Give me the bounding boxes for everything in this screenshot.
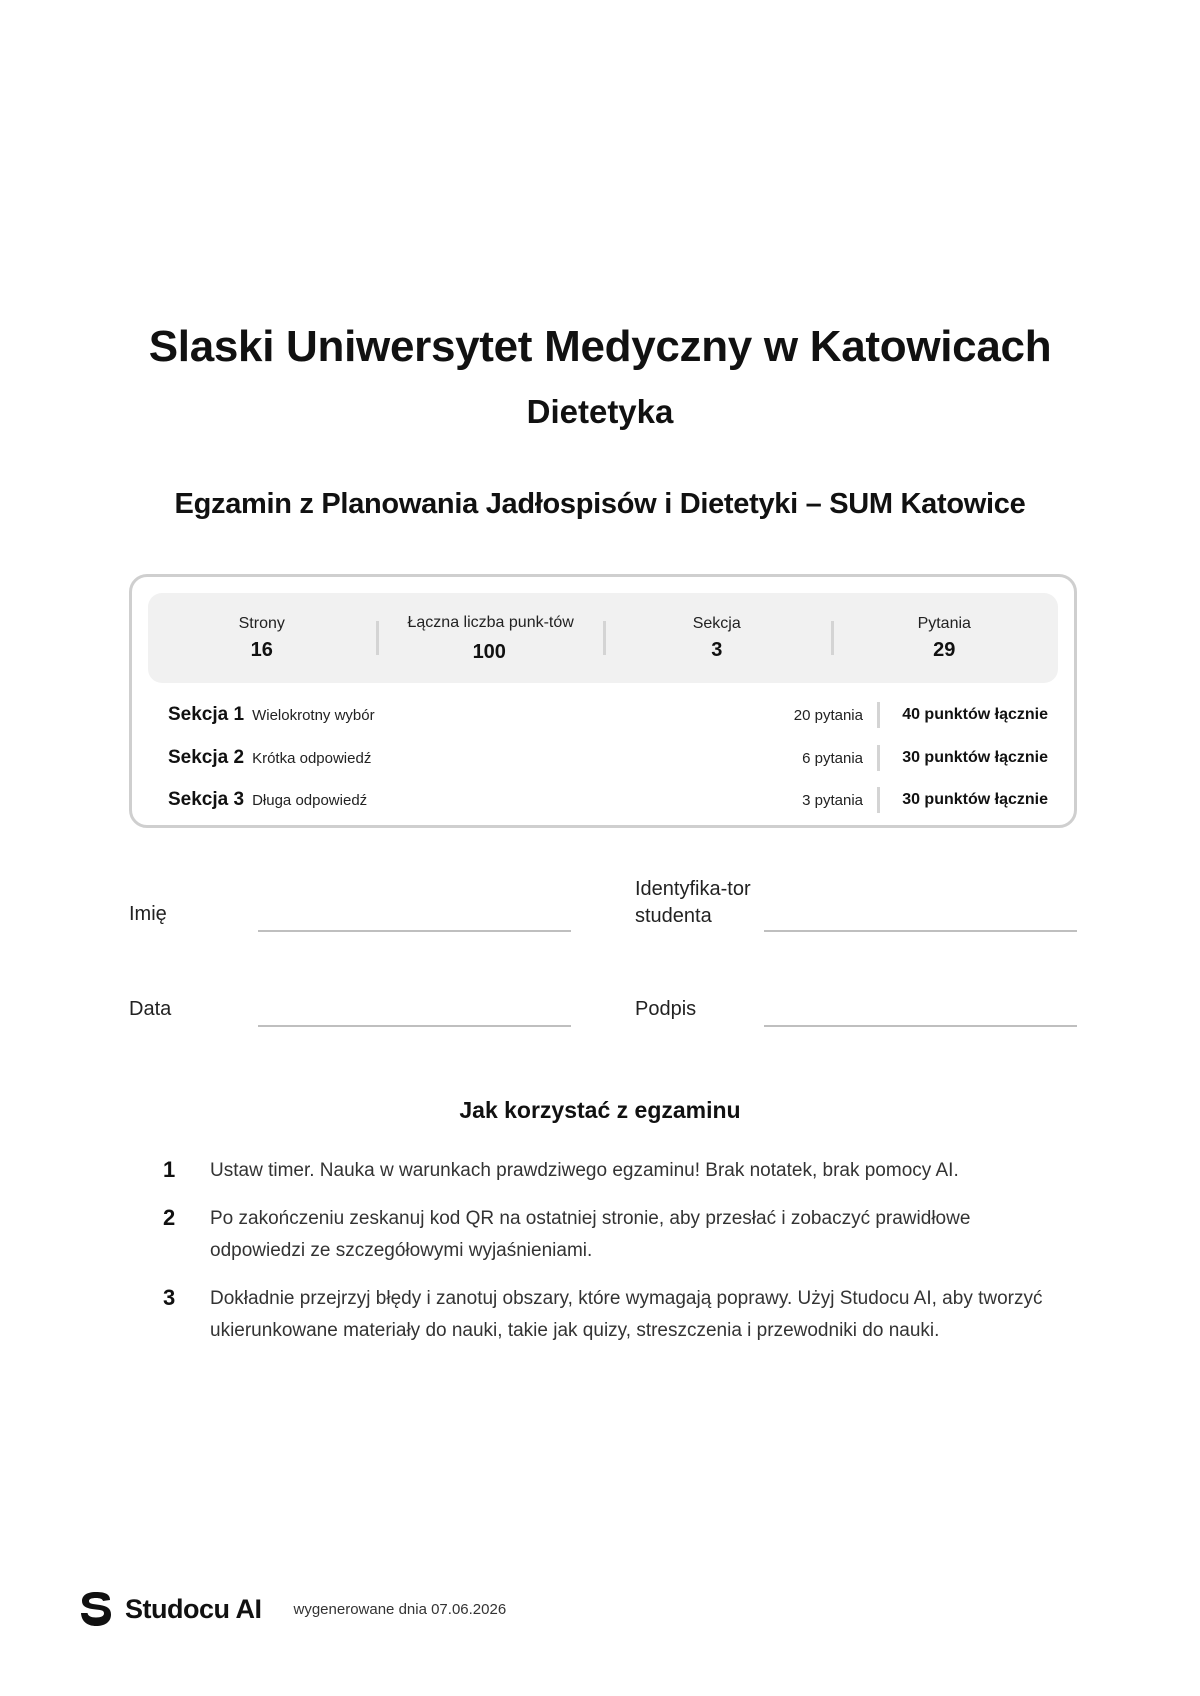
section-type: Wielokrotny wybór	[252, 706, 375, 724]
section-type: Krótka odpowiedź	[252, 749, 372, 767]
section-question-count: 6 pytania	[802, 749, 863, 767]
step-number: 2	[163, 1205, 176, 1230]
instructions-title: Jak korzystać z egzaminu	[459, 1097, 741, 1123]
generated-date: wygenerowane dnia 07.06.2026	[293, 1600, 507, 1618]
name-field-line[interactable]	[258, 930, 571, 932]
stat-questions-label: Pytania	[917, 614, 971, 632]
step-text: Ustaw timer. Nauka w warunkach prawdziwego egzaminu! Brak notatek, brak pomocy AI.	[210, 1160, 959, 1181]
section-row	[168, 785, 1048, 815]
step-number: 3	[163, 1285, 176, 1310]
brand-name: Studocu AI	[125, 1593, 262, 1624]
section-name: Sekcja 3	[168, 789, 245, 810]
stat-pages-label: Strony	[238, 614, 285, 632]
stat-questions	[831, 593, 1059, 683]
stat-sections	[603, 593, 831, 683]
instruction-step	[163, 1203, 1063, 1267]
exam-summary-card	[129, 574, 1077, 828]
stat-pages	[148, 593, 376, 683]
section-row	[168, 700, 1048, 730]
step-text: Dokładnie przejrzyj błędy i zanotuj obszary, które wymagają poprawy. Użyj Studocu AI, aby tworzyć ukierunkowane materiały do nauki, takie jak quizy, streszczenia i przewodniki do nauki.	[210, 1288, 1043, 1341]
stat-sections-value: 3	[711, 638, 723, 661]
step-number: 1	[163, 1157, 176, 1182]
instruction-step	[163, 1283, 1063, 1347]
section-question-count: 20 pytania	[793, 706, 863, 724]
signature-label: Podpis	[635, 998, 697, 1020]
date-field-line[interactable]	[258, 1025, 571, 1027]
instruction-step	[163, 1155, 1063, 1187]
faculty-title: Dietetyka	[526, 393, 674, 430]
stat-total-points	[376, 593, 604, 683]
section-points: 30 punktów łącznie	[902, 749, 1048, 766]
date-label: Data	[129, 998, 172, 1020]
section-row	[168, 743, 1048, 773]
student-id-label: Identyfika-tor studenta	[635, 878, 751, 927]
university-title: Slaski Uniwersytet Medyczny w Katowicach	[148, 322, 1052, 371]
stat-questions-value: 29	[933, 638, 956, 661]
footer	[79, 1591, 506, 1627]
section-points: 30 punktów łącznie	[902, 791, 1048, 808]
name-label: Imię	[129, 903, 167, 925]
stats-box	[148, 593, 1058, 683]
signature-field-line[interactable]	[764, 1025, 1077, 1027]
studocu-logo-icon	[79, 1591, 113, 1627]
section-question-count: 3 pytania	[802, 791, 863, 809]
section-type: Długa odpowiedź	[252, 791, 368, 809]
student-id-field-line[interactable]	[764, 930, 1077, 932]
section-points: 40 punktów łącznie	[902, 706, 1048, 723]
stat-total-points-value: 100	[472, 640, 506, 663]
exam-title: Egzamin z Planowania Jadłospisów i Dietetyki – SUM Katowice	[174, 488, 1026, 520]
stat-pages-value: 16	[250, 638, 273, 661]
stat-sections-label: Sekcja	[692, 614, 741, 632]
section-name: Sekcja 1	[168, 704, 245, 725]
section-name: Sekcja 2	[168, 747, 245, 768]
stat-total-points-label: Łączna liczba punk-tów	[407, 613, 574, 631]
step-text: Po zakończeniu zeskanuj kod QR na ostatniej stronie, aby przesłać i zobaczyć prawidłowe odpowiedzi ze szczegółowymi wyjaśnieniami.	[210, 1208, 971, 1261]
